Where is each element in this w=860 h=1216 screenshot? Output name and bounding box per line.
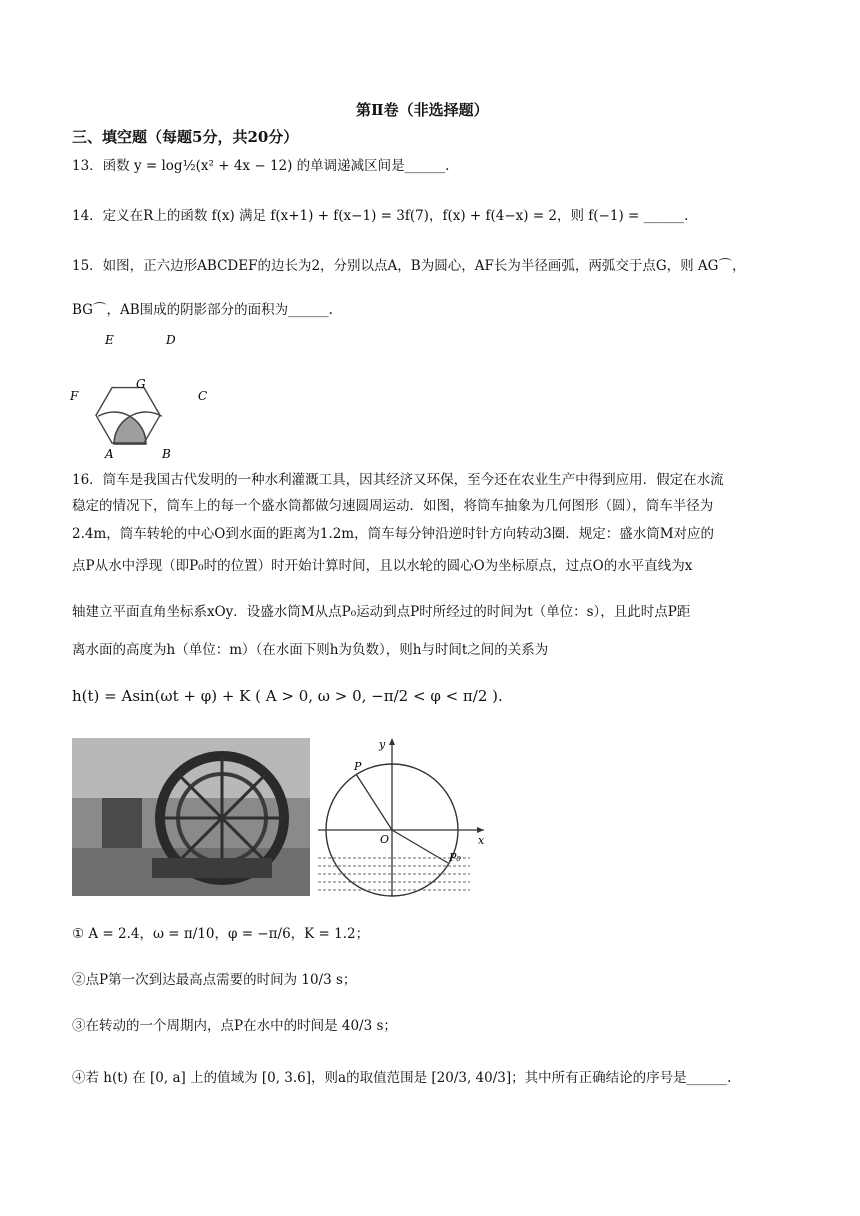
page-title: 第Ⅱ卷（非选择题） — [356, 101, 489, 119]
question-15-line-2: BG⌒，AB围成的阴影部分的面积为______. — [72, 302, 333, 318]
label-y: y — [379, 738, 386, 751]
label-f: F — [70, 389, 79, 403]
label-c: C — [198, 389, 208, 403]
hexagon-figure — [70, 330, 220, 462]
label-d: D — [166, 333, 176, 347]
label-x: x — [478, 834, 485, 847]
label-g: G — [136, 377, 146, 391]
question-16-line-6: 离水面的高度为h（单位：m）（在水面下则h为负数），则h与时间t之间的关系为 — [72, 642, 549, 658]
question-14: 14．定义在R上的函数 f(x) 满足 f(x+1) + f(x−1) = 3f(7)，f(x) + f(4−x) = 2，则 f(−1) = ______. — [72, 208, 689, 224]
option-4: ④若 h(t) 在 [0, a] 上的值域为 [0, 3.6]，则a的取值范围是 [20/3, 40/3]；其中所有正确结论的序号是______. — [72, 1070, 732, 1086]
option-2: ②点P第一次到达最高点需要的时间为 10/3 s； — [72, 972, 357, 988]
label-o: O — [380, 833, 390, 846]
label-a: A — [105, 447, 114, 461]
radius-op — [356, 774, 392, 830]
question-16-line-2: 稳定的情况下，筒车上的每一个盛水筒都做匀速圆周运动．如图，将筒车抽象为几何图形（圆），筒车半径为 — [72, 498, 714, 514]
shaded-region — [114, 416, 146, 444]
section-heading: 三、填空题（每题5分，共20分） — [72, 128, 299, 146]
question-16-line-4: 点P从水中浮现（即P₀时的位置）时开始计算时间，且以水轮的圆心O为坐标原点，过点O的水平直线为x — [72, 558, 693, 574]
option-3: ③在转动的一个周期内，点P在水中的时间是 40/3 s； — [72, 1018, 397, 1034]
question-16-formula: h(t) = Asin(ωt + φ) + K ( A > 0, ω > 0, −π/2 < φ < π/2 ). — [72, 687, 503, 705]
question-16-line-3: 2.4m，筒车转轮的中心O到水面的距离为1.2m，筒车每分钟沿逆时针方向转动3圈．规定：盛水筒M对应的 — [72, 526, 715, 542]
question-15-line-1: 15．如图，正六边形ABCDEF的边长为2，分别以点A，B为圆心，AF长为半径画弧，两弧交于点G，则 AG⌒， — [72, 258, 746, 274]
question-16-line-5: 轴建立平面直角坐标系xOy．设盛水筒M从点P₀运动到点P时所经过的时间为t（单位：s），且此时点P距 — [72, 604, 691, 620]
water-wheel-photo — [72, 738, 310, 896]
label-p0: P₀ — [449, 851, 461, 864]
option-1: ① A = 2.4，ω = π/10，φ = −π/6，K = 1.2； — [72, 926, 370, 942]
label-b: B — [162, 447, 171, 461]
coordinate-diagram — [312, 734, 488, 898]
question-16-line-1: 16．筒车是我国古代发明的一种水利灌溉工具，因其经济又环保，至今还在农业生产中得到应用．假定在水流 — [72, 472, 724, 488]
label-p: P — [354, 760, 362, 773]
question-13: 13．函数 y = log½(x² + 4x − 12) 的单调递减区间是______. — [72, 158, 450, 174]
label-e: E — [105, 333, 114, 347]
